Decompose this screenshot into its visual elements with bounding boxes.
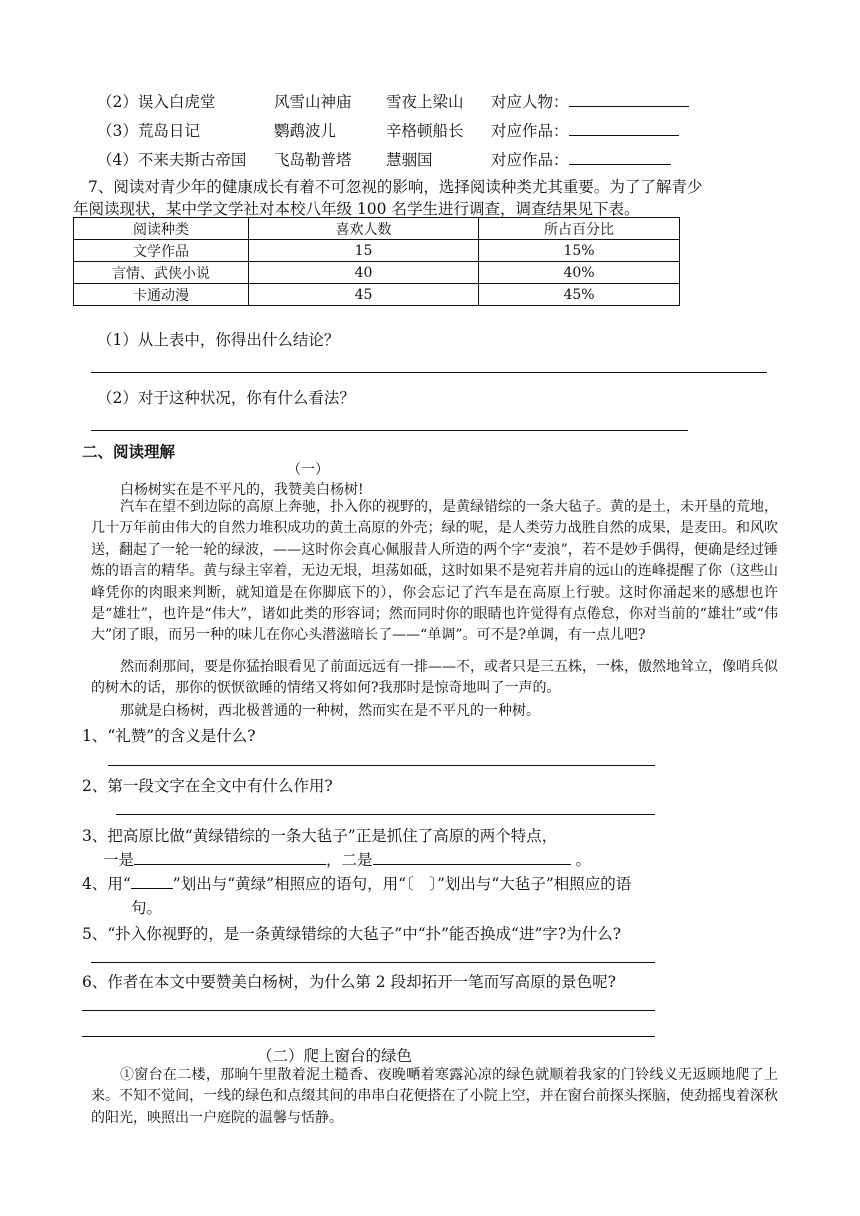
paragraph-4: 那就是白杨树，西北极普通的一种树，然而实在是不平凡的一种树。 — [120, 703, 540, 719]
q6-item — [97, 119, 200, 141]
q6-item — [97, 148, 246, 170]
part2-paragraph-1: ①窗台在二楼，那晌午里散着泥土糙香、夜晚嗮着寒露沁凉的绿色就顺着我家的门铃线义无返顾地爬了上来。不知不觉间，一线的绿色和点缀其间的串串白花便搭在了小院上空，并在窗台前探头探脑，使劲摇曳着深秋的阳光，映照出一户庭院的温馨与恬静。 — [91, 1067, 778, 1126]
answer-blank[interactable] — [373, 850, 571, 865]
part1-title: （一） — [287, 462, 329, 478]
table-row — [74, 240, 680, 262]
cell-percent: 15% — [479, 240, 680, 262]
header-percent: 所占百分比 — [479, 218, 680, 240]
answer-line[interactable] — [108, 765, 655, 766]
part2-title: （二）爬上窗台的绿色 — [257, 1047, 413, 1065]
answer-blank[interactable] — [569, 92, 689, 107]
q7-sub2: （2）对于这种状况，你有什么看法？ — [97, 389, 355, 407]
item-c: 雪夜上梁山 — [386, 93, 464, 111]
section-heading: 二、阅读理解 — [82, 442, 176, 461]
q3-end: 。 — [575, 851, 591, 869]
cell-category: 言情、武侠小说 — [74, 262, 249, 284]
ask-label: 对应作品： — [491, 122, 569, 140]
q3-second-label: ，二是 — [326, 851, 373, 869]
item-number: （3） — [97, 122, 138, 140]
item-a: 不来夫斯古帝国 — [137, 151, 247, 169]
q4-mid: ”划出与“黄绿”相照应的语句，用“〔 〕”划出与“大毡子”相照应的语 — [172, 875, 632, 893]
item-b: 飞岛勒普塔 — [274, 151, 352, 169]
table-row — [74, 284, 680, 306]
ask-label: 对应作品： — [491, 151, 569, 169]
table-header-row — [74, 218, 680, 240]
answer-line[interactable] — [91, 372, 767, 373]
item-ask — [491, 148, 671, 170]
cell-count: 45 — [249, 284, 479, 306]
answer-line[interactable] — [82, 1036, 655, 1037]
q6-item — [97, 90, 215, 112]
cell-percent: 40% — [479, 262, 680, 284]
header-category: 阅读种类 — [74, 218, 249, 240]
paragraph-2: 汽车在望不到边际的高原上奔驰，扑入你的视野的，是黄绿错综的一条大毡子。黄的是土，未开垦的荒地，几十万年前由伟大的自然力堆积成功的黄土高原的外壳；绿的呢，是人类劳力战胜自然的成果，是麦田。和风吹送，翻起了一轮一轮的绿波，——这时你会真心佩服昔人所造的两个字“麦浪”，若不是妙手偶得，便确是经过锤炼的语言的精华。黄与绿主宰着，无边无垠，坦荡如砥，这时如果不是宛若并肩的远山的连峰提醒了你（这些山峰凭你的肉眼来判断，就知道是在你脚底下的），你会忘记了汽车是在高原上行驶。这时你涌起来的感想也许是“雄壮”，也许是“伟大”，诸如此类的形容词；然而同时你的眼睛也许觉得有点倦怠，你对当前的“雄壮”或“伟大”闭了眼，而另一种的味儿在你心头潜滋暗长了——“单调”。可不是?单调，有一点儿吧? — [91, 499, 778, 644]
cell-count: 40 — [249, 262, 479, 284]
item-number: （4） — [97, 151, 138, 169]
item-c: 慧骃国 — [386, 151, 433, 169]
item-number: （2） — [97, 93, 138, 111]
q4-start: 4、用“ — [82, 875, 131, 893]
answer-line[interactable] — [91, 430, 688, 431]
cell-category: 文学作品 — [74, 240, 249, 262]
paragraph-1: 白杨树实在是不平凡的，我赞美白杨树! — [120, 482, 364, 498]
header-count: 喜欢人数 — [249, 218, 479, 240]
paragraph-3: 然而刹那间，要是你猛抬眼看见了前面远远有一排——不，或者只是三五株，一株，傲然地耸立，像哨兵似的树木的话，那你的恹恹欲睡的情绪又将如何?我那时是惊奇地叫了一声的。 — [91, 659, 778, 697]
q7-sub1: （1）从上表中，你得出什么结论？ — [97, 331, 340, 349]
cell-count: 15 — [249, 240, 479, 262]
question-4 — [82, 872, 631, 894]
q7-line2: 年阅读现状，某中学文学社对本校八年级 100 名学生进行调查，调查结果见下表。 — [73, 200, 640, 218]
item-b: 鹦鹉波儿 — [274, 122, 337, 140]
question-3-blanks — [103, 848, 591, 870]
answer-line[interactable] — [82, 1010, 655, 1011]
answer-blank[interactable] — [134, 850, 326, 865]
ask-label: 对应人物： — [491, 93, 569, 111]
q7-line1: 7、阅读对青少年的健康成长有着不可忽视的影响，选择阅读种类尤其重要。为了了解青少 — [88, 178, 703, 196]
answer-line[interactable] — [116, 814, 655, 815]
question-5: 5、“扑入你视野的，是一条黄绿错综的大毡子”中“扑”能否换成“进”字?为什么? — [82, 925, 622, 943]
cell-category: 卡通动漫 — [74, 284, 249, 306]
answer-line[interactable] — [91, 962, 655, 963]
question-4-cont: 句。 — [131, 899, 163, 917]
item-ask — [491, 90, 689, 112]
table-row — [74, 262, 680, 284]
item-ask — [491, 119, 679, 141]
cell-percent: 45% — [479, 284, 680, 306]
item-c: 辛格顿船长 — [386, 122, 464, 140]
answer-blank[interactable] — [569, 150, 671, 165]
question-2: 2、第一段文字在全文中有什么作用? — [82, 777, 333, 795]
question-1: 1、“礼赞”的含义是什么? — [82, 727, 256, 745]
item-a: 误入白虎堂 — [137, 93, 216, 111]
item-a: 荒岛日记 — [137, 122, 200, 140]
answer-blank[interactable] — [569, 121, 679, 136]
question-6: 6、作者在本文中要赞美白杨树，为什么第 2 段却拓开一笔而写高原的景色呢? — [82, 973, 616, 991]
item-b: 风雪山神庙 — [274, 93, 352, 111]
underline-sample — [131, 874, 173, 889]
survey-table — [73, 217, 680, 306]
q3-first-label: 一是 — [103, 851, 135, 869]
question-3: 3、把高原比做“黄绿错综的一条大毡子”正是抓住了高原的两个特点， — [82, 827, 558, 845]
